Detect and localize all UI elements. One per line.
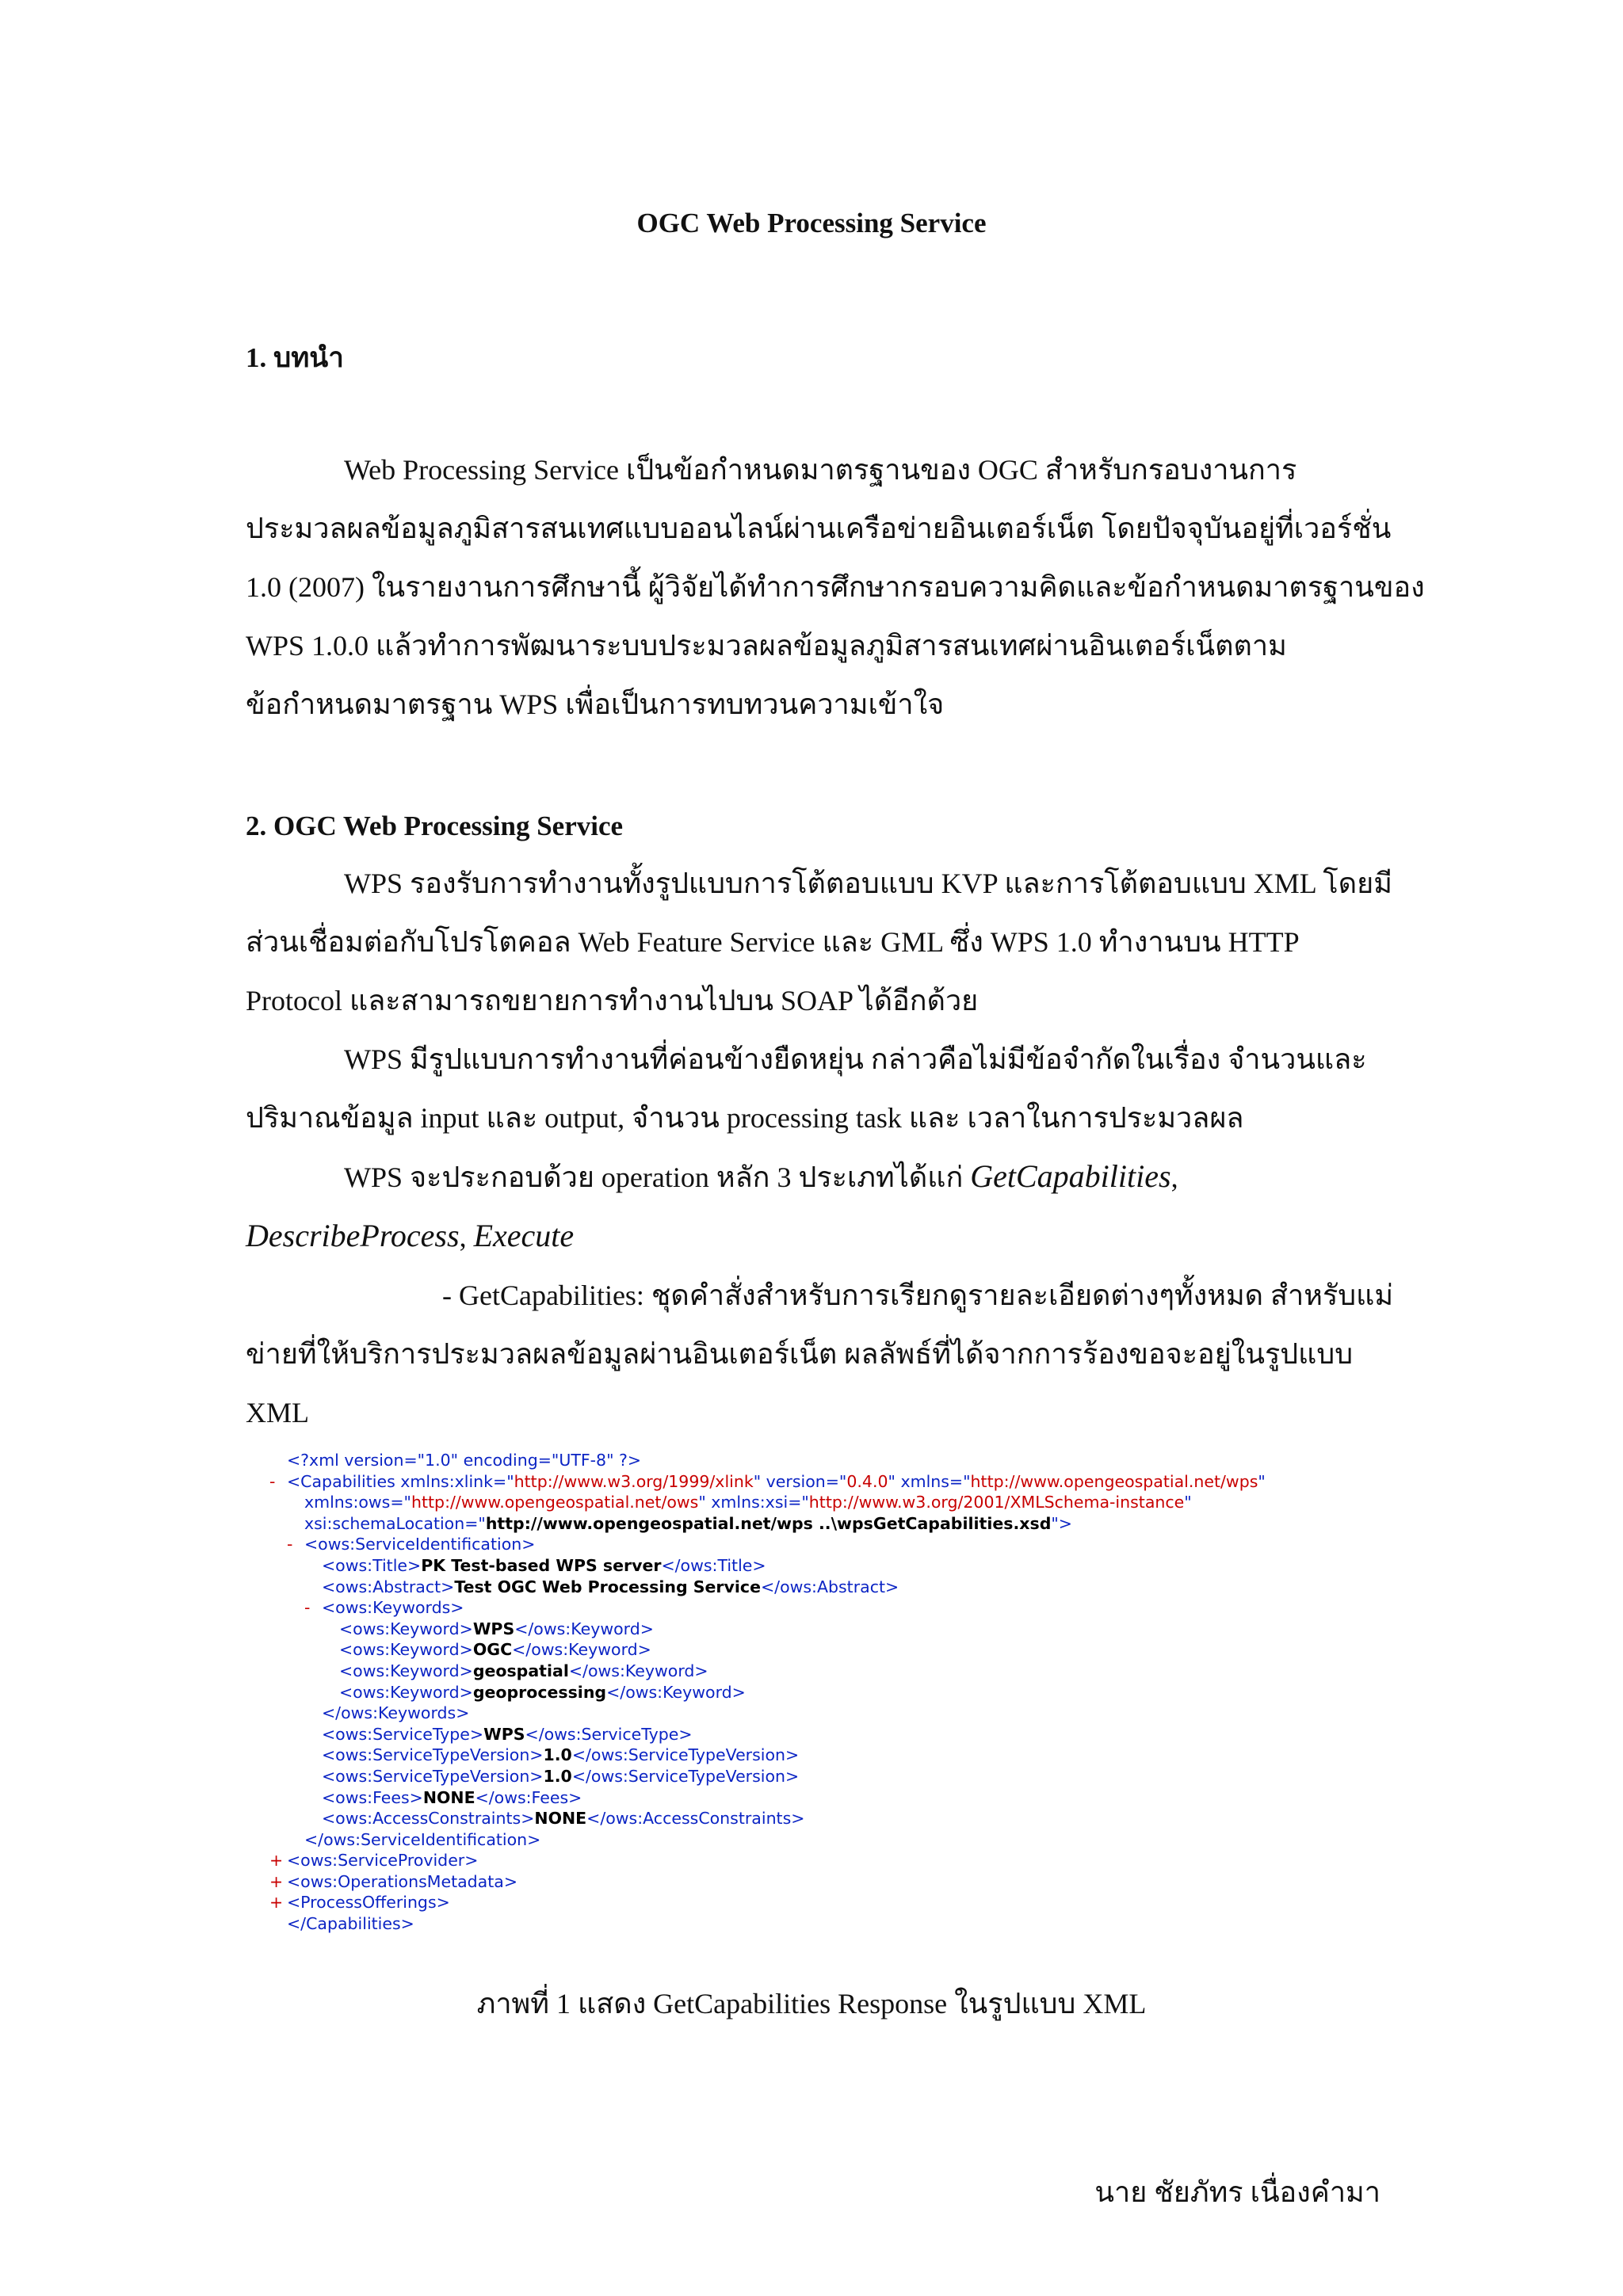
collapse-toggle[interactable]: - [304, 1598, 311, 1618]
text-line: WPS รองรับการทำงานทั้งรูปแบบการโต้ตอบแบบ KVP และการโต้ตอบแบบ XML โดยมี [344, 868, 1392, 899]
xml-line: <ows:Keyword>OGC</ows:Keyword> [339, 1640, 651, 1660]
xml-line: <ows:ServiceTypeVersion>1.0</ows:ServiceTypeVersion> [322, 1766, 800, 1786]
expand-toggle[interactable]: + [269, 1871, 284, 1891]
text-line: WPS มีรูปแบบการทำงานที่ค่อนข้างยืดหยุ่น กล่าวคือไม่มีข้อจำกัดในเรื่อง จำนวนและ [344, 1043, 1367, 1075]
xml-line: <ows:Keyword>WPS</ows:Keyword> [339, 1619, 654, 1638]
operations-intro: WPS จะประกอบด้วย operation หลัก 3 ประเภทได้แก่ [344, 1161, 971, 1193]
xml-line: <ows:Abstract>Test OGC Web Processing Service</ows:Abstract> [322, 1577, 899, 1596]
operation-describeprocess: DescribeProcess [246, 1218, 460, 1253]
xml-line: <ows:ServiceType>WPS</ows:ServiceType> [322, 1724, 693, 1744]
xml-line: <ows:Title>PK Test-based WPS server</ows:Title> [322, 1555, 766, 1575]
xml-line: + <ows:OperationsMetadata> [269, 1871, 518, 1891]
text-line: ส่วนเชื่อมต่อกับโปรโตคอล Web Feature Service และ GML ซึ่ง WPS 1.0 ทำงานบน HTTP [246, 926, 1300, 958]
section-2-body [246, 854, 1394, 1442]
document-title: OGC Web Processing Service [636, 208, 987, 238]
operations-line-2 [246, 1207, 1387, 1266]
section-2-heading: 2. OGC Web Processing Service [246, 810, 624, 841]
separator: , [459, 1221, 474, 1253]
xml-line: <ows:ServiceTypeVersion>1.0</ows:ServiceTypeVersion> [322, 1745, 800, 1765]
text-line: Web Processing Service เป็นข้อกำหนดมาตรฐานของ OGC สำหรับกรอบงานการ [344, 454, 1297, 486]
text-line: WPS 1.0.0 แล้วทำการพัฒนาระบบประมวลผลข้อมูลภูมิสารสนเทศผ่านอินเตอร์เน็ตตาม [246, 630, 1287, 662]
xml-line: </ows:Keywords> [322, 1703, 470, 1723]
xml-figure [269, 1450, 1347, 1935]
collapse-toggle[interactable]: - [269, 1471, 276, 1491]
xml-line: - <ows:Keywords> [304, 1598, 464, 1618]
expand-toggle[interactable]: + [269, 1851, 284, 1871]
figure-caption: ภาพที่ 1 แสดง GetCapabilities Response ในรูปแบบ XML [476, 1988, 1147, 2019]
text-line: ประมวลผลข้อมูลภูมิสารสนเทศแบบออนไลน์ผ่านเครือข่ายอินเตอร์เน็ต โดยปัจจุบันอยู่ที่เวอร์ชั่น [246, 513, 1392, 544]
xml-line: + <ProcessOfferings> [269, 1893, 450, 1913]
collapse-toggle[interactable]: - [287, 1535, 293, 1554]
xml-line: xmlns:ows="http://www.opengeospatial.net/ows" xmlns:xsi="http://www.w3.org/2001/XMLSchema-instance" [304, 1493, 1192, 1512]
operations-line [246, 1147, 1387, 1207]
xml-line: <ows:Keyword>geospatial</ows:Keyword> [339, 1661, 708, 1680]
text-line: ปริมาณข้อมูล input และ output, จำนวน processing task และ เวลาในการประมวลผล [246, 1102, 1244, 1134]
section-1-paragraph [246, 441, 1425, 734]
xml-line: + <ows:ServiceProvider> [269, 1851, 479, 1871]
bullet-line: - GetCapabilities: ชุดคำสั่งสำหรับการเรียกดูรายละเอียดต่างๆทั้งหมด สำหรับแม่ [442, 1280, 1394, 1311]
author-footer: นาย ชัยภัทร เนื่องคำมา [1094, 2176, 1381, 2208]
xml-line: </Capabilities> [287, 1914, 414, 1934]
xml-line: - <ows:ServiceIdentification> [287, 1535, 536, 1554]
text-line: ข้อกำหนดมาตรฐาน WPS เพื่อเป็นการทบทวนความเข้าใจ [246, 688, 945, 720]
expand-toggle[interactable]: + [269, 1893, 284, 1913]
text-line: Protocol และสามารถขยายการทำงานไปบน SOAP ได้อีกด้วย [246, 985, 979, 1016]
separator: , [1170, 1161, 1178, 1193]
operation-getcapabilities: GetCapabilities [970, 1158, 1171, 1194]
text-line: 1.0 (2007) ในรายงานการศึกษานี้ ผู้วิจัยได้ทำการศึกษากรอบความคิดและข้อกำหนดมาตรฐานของ [246, 571, 1425, 603]
xml-line: xsi:schemaLocation="http://www.opengeospatial.net/wps ..\wpsGetCapabilities.xsd"> [304, 1513, 1072, 1533]
xml-line: <ows:Fees>NONE</ows:Fees> [322, 1787, 582, 1807]
xml-line: - <Capabilities xmlns:xlink="http://www.w3.org/1999/xlink" version="0.4.0" xmlns="http://www.opengeospatial.net/wps" [269, 1471, 1266, 1491]
xml-line: <ows:AccessConstraints>NONE</ows:AccessConstraints> [322, 1809, 805, 1829]
xml-line: <?xml version="1.0" encoding="UTF-8" ?> [287, 1451, 642, 1470]
section-1-heading: 1. บทนำ [246, 342, 344, 373]
xml-line: </ows:ServiceIdentification> [304, 1829, 541, 1849]
text-line: XML [246, 1397, 309, 1428]
operation-execute: Execute [473, 1218, 575, 1253]
text-line: ข่ายที่ให้บริการประมวลผลข้อมูลผ่านอินเตอร์เน็ต ผลลัพธ์ที่ได้จากการร้องขอจะอยู่ในรูปแบบ [246, 1338, 1354, 1370]
xml-line: <ows:Keyword>geoprocessing</ows:Keyword> [339, 1682, 746, 1702]
